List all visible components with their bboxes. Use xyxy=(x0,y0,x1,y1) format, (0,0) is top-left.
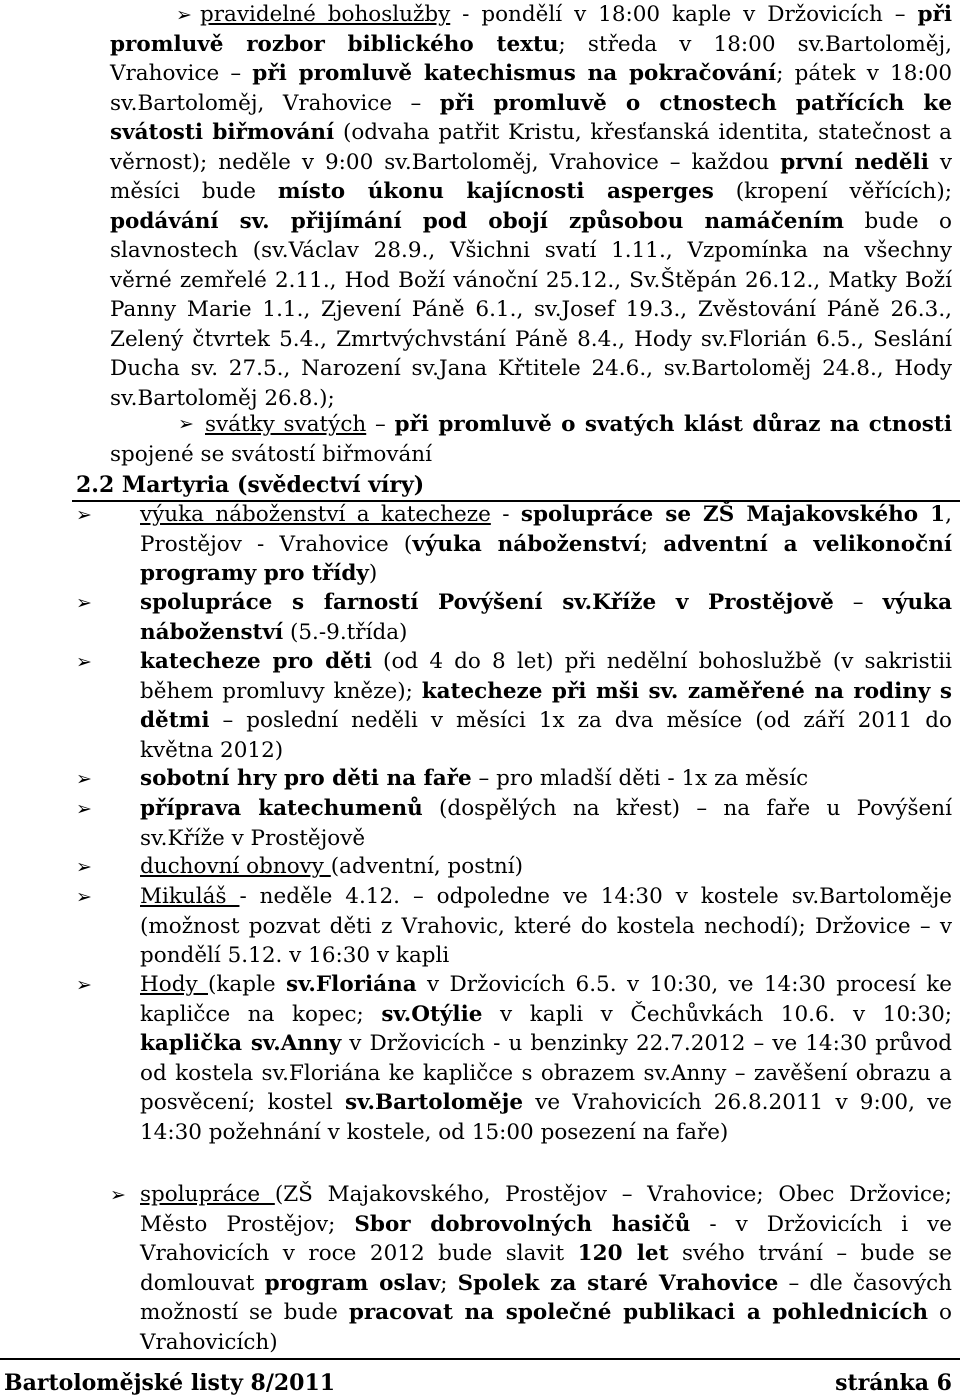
footer-left: Bartolomějské listy 8/2011 xyxy=(4,1370,336,1396)
arrow-bullet-icon: ➢ xyxy=(76,856,92,878)
paragraph-svatky: svátky svatých – při promluvě o svatých klást důraz na ctnosti spojené se svátostí biřmování xyxy=(110,412,952,467)
arrow-bullet-icon: ➢ xyxy=(76,592,92,614)
link-mikulas[interactable]: Mikuláš xyxy=(140,884,240,909)
arrow-bullet-icon: ➢ xyxy=(76,651,92,673)
arrow-bullet-icon: ➢ xyxy=(178,413,194,435)
link-svatky[interactable]: svátky svatých xyxy=(205,412,367,437)
arrow-bullet-icon: ➢ xyxy=(176,4,192,26)
section-heading: 2.2 Martyria (svědectví víry) xyxy=(76,472,425,498)
arrow-bullet-icon: ➢ xyxy=(110,1184,126,1206)
arrow-bullet-icon: ➢ xyxy=(76,798,92,820)
footer xyxy=(0,1358,960,1400)
footer-page-number: stránka 6 xyxy=(835,1370,952,1396)
arrow-bullet-icon: ➢ xyxy=(76,768,92,790)
link-bohosluzby[interactable]: pravidelné bohoslužby xyxy=(200,2,451,27)
arrow-bullet-icon: ➢ xyxy=(76,504,92,526)
section-heading-row xyxy=(72,470,960,502)
link-spoluprace[interactable]: spolupráce xyxy=(140,1182,275,1207)
arrow-bullet-icon: ➢ xyxy=(76,974,92,996)
paragraph-bohosluzby: pravidelné bohoslužby - pondělí v 18:00 kaple v Držovicích – při promluvě rozbor biblického textu; středa v 18:00 sv.Bartoloměj, Vrahovice – při promluvě katechismus na pokračování; pátek v 18:00 sv.Bartoloměj, Vrahovice – při promluvě o ctnostech patřících ke svátosti biřmování (odvaha patřit Kristu, křesťanská identita, statečnost a věrnost); neděle v 9:00 sv.Bartoloměj, Vrahovice – každou první neděli v měsíci bude místo úkonu kajícnosti asperges (kropení věřících); podávání sv. přijímání pod obojí způsobou namáčením bude o slavnostech (sv.Václav 28.9., Všichni svatí 1.11., Vzpomínka na všechny věrné zemřelé 2.11., Hod Boží vánoční 25.12., Sv.Štěpán 26.12., Matky Boží Panny Marie 1.1., Zjevení Páně 6.1., sv.Josef 19.3., Zvěstování Páně 26.3., Zelený čtvrtek 5.4., Zmrtvýchvstání Páně 8.4., Hody sv.Florián 6.5., Seslání Ducha sv. 27.5., Narození sv.Jana Křtitele 24.6., sv.Bartoloměj 24.8., Hody sv.Bartoloměj 26.8.); xyxy=(110,2,953,411)
footer-rule xyxy=(0,1358,960,1360)
link-duchovni-obnovy[interactable]: duchovní obnovy xyxy=(140,854,331,879)
link-vyuka[interactable]: výuka náboženství a katecheze xyxy=(140,502,491,527)
arrow-bullet-icon: ➢ xyxy=(76,886,92,908)
link-hody[interactable]: Hody xyxy=(140,972,208,997)
